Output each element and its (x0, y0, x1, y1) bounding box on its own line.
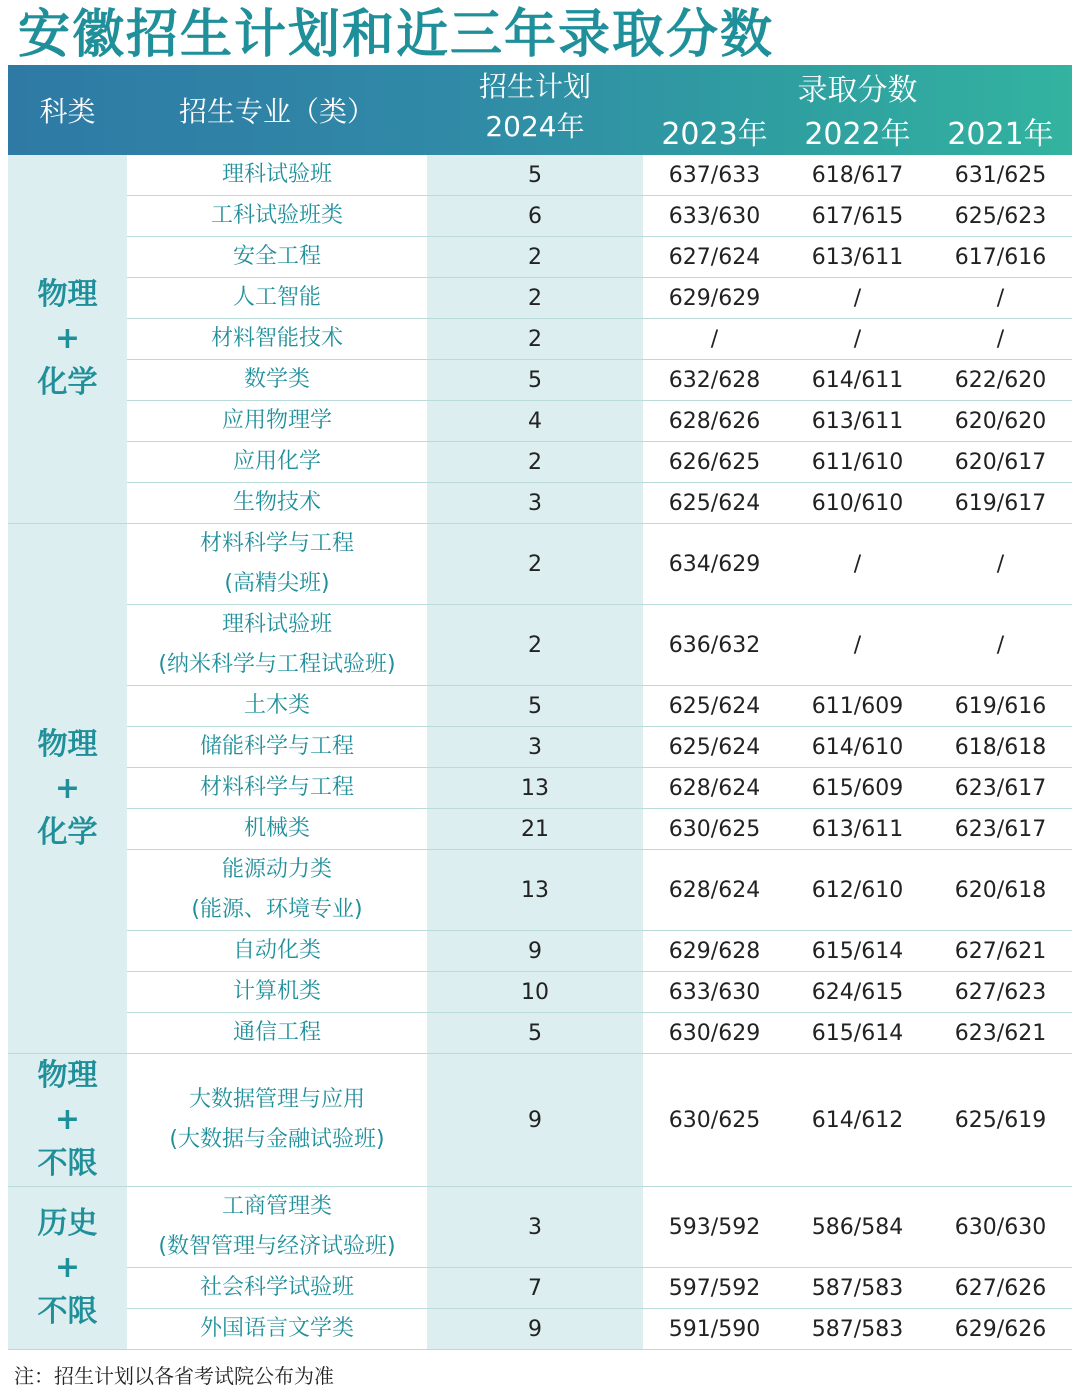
category-label: 物理 (37, 1058, 98, 1093)
table-row (8, 1187, 1072, 1268)
table-body (8, 155, 1072, 1350)
major-label: 自动化类 (232, 938, 321, 963)
score-2023-cell: 628/624 (643, 768, 786, 809)
score-2021-cell: 620/620 (929, 401, 1072, 442)
score-2023-cell: 632/628 (643, 360, 786, 401)
score-2022-cell: 624/615 (786, 972, 929, 1013)
major-label: 大数据管理与应用 (188, 1087, 365, 1112)
score-2021-cell: / (929, 278, 1072, 319)
major-cell (127, 1013, 427, 1054)
score-2021-cell: 617/616 (929, 237, 1072, 278)
major-label: 数学类 (243, 367, 310, 392)
major-cell (127, 1054, 427, 1187)
major-label: (纳米科学与工程试验班) (158, 652, 396, 677)
major-cell (127, 686, 427, 727)
major-label: 生物技术 (232, 490, 321, 515)
major-label: 社会科学试验班 (199, 1275, 354, 1300)
score-2022-cell: 617/615 (786, 196, 929, 237)
score-2021-cell: 625/619 (929, 1054, 1072, 1187)
category-cell (8, 1187, 127, 1350)
table-row (8, 605, 1072, 686)
score-2022-cell: 615/614 (786, 931, 929, 972)
score-2021-cell: / (929, 524, 1072, 605)
category-label: 化学 (37, 365, 98, 400)
major-cell (127, 931, 427, 972)
score-2023-cell: 627/624 (643, 237, 786, 278)
plan-cell: 13 (427, 768, 643, 809)
score-2023-cell: / (643, 319, 786, 360)
table-row (8, 524, 1072, 605)
category-cell (8, 155, 127, 524)
score-2021-cell: / (929, 605, 1072, 686)
plan-cell: 5 (427, 686, 643, 727)
score-2022-cell: 614/612 (786, 1054, 929, 1187)
score-2023-cell: 630/629 (643, 1013, 786, 1054)
score-2023-cell: 636/632 (643, 605, 786, 686)
table-row (8, 319, 1072, 360)
category-label: 历史 (37, 1206, 98, 1241)
category-label: + (54, 1250, 81, 1285)
score-2023-cell: 634/629 (643, 524, 786, 605)
major-label: 外国语言文学类 (199, 1316, 354, 1341)
score-2021-cell: 620/617 (929, 442, 1072, 483)
table-row (8, 1268, 1072, 1309)
score-2023-cell: 629/628 (643, 931, 786, 972)
plan-cell: 2 (427, 442, 643, 483)
table-row (8, 727, 1072, 768)
score-2023-cell: 637/633 (643, 155, 786, 196)
score-2022-cell: 613/611 (786, 809, 929, 850)
plan-cell: 3 (427, 483, 643, 524)
plan-cell: 7 (427, 1268, 643, 1309)
header-major: 招生专业（类） (178, 95, 375, 128)
plan-cell: 13 (427, 850, 643, 931)
table-row (8, 1054, 1072, 1187)
major-label: 理科试验班 (221, 162, 332, 187)
major-cell (127, 401, 427, 442)
plan-cell: 10 (427, 972, 643, 1013)
score-2023-cell: 625/624 (643, 483, 786, 524)
category-label: 物理 (37, 726, 98, 762)
major-cell (127, 155, 427, 196)
score-2022-cell: 614/611 (786, 360, 929, 401)
major-label: (高精尖班) (224, 571, 330, 596)
major-label: 工商管理类 (221, 1194, 332, 1219)
header-year-2021: 2021年 (947, 117, 1054, 152)
score-2022-cell: 611/610 (786, 442, 929, 483)
plan-cell: 5 (427, 1013, 643, 1054)
category-label: + (54, 321, 81, 356)
major-cell (127, 1309, 427, 1350)
table-row (8, 442, 1072, 483)
score-2021-cell: 627/623 (929, 972, 1072, 1013)
major-cell (127, 1187, 427, 1268)
score-2021-cell: 618/618 (929, 727, 1072, 768)
category-label: 不限 (37, 1294, 98, 1329)
major-cell (127, 850, 427, 931)
score-2021-cell: 623/621 (929, 1013, 1072, 1054)
table-row (8, 237, 1072, 278)
table-row (8, 196, 1072, 237)
footnote: 注：招生计划以各省考试院公布为准 (14, 1364, 334, 1388)
major-label: 机械类 (243, 816, 310, 841)
major-cell (127, 524, 427, 605)
major-cell (127, 809, 427, 850)
table-row (8, 401, 1072, 442)
score-2021-cell: / (929, 319, 1072, 360)
score-2022-cell: 587/583 (786, 1268, 929, 1309)
score-2021-cell: 627/626 (929, 1268, 1072, 1309)
table-row (8, 768, 1072, 809)
header-year-2023: 2023年 (661, 117, 768, 152)
table-row (8, 278, 1072, 319)
major-label: 计算机类 (232, 979, 321, 1004)
score-2022-cell: / (786, 319, 929, 360)
header-plan-label: 招生计划 (478, 70, 591, 103)
score-2023-cell: 625/624 (643, 727, 786, 768)
score-2023-cell: 593/592 (643, 1187, 786, 1268)
score-2022-cell: 612/610 (786, 850, 929, 931)
major-label: 应用化学 (232, 449, 321, 474)
page-title: 安徽招生计划和近三年录取分数 (18, 5, 775, 65)
score-2023-cell: 633/630 (643, 196, 786, 237)
plan-cell: 3 (427, 727, 643, 768)
table-row (8, 809, 1072, 850)
score-2022-cell: 618/617 (786, 155, 929, 196)
major-cell (127, 360, 427, 401)
table-row (8, 483, 1072, 524)
score-2023-cell: 629/629 (643, 278, 786, 319)
score-2021-cell: 619/616 (929, 686, 1072, 727)
score-2022-cell: 610/610 (786, 483, 929, 524)
major-cell (127, 237, 427, 278)
major-label: 材料科学与工程 (199, 775, 354, 800)
table-row (8, 931, 1072, 972)
score-2021-cell: 627/621 (929, 931, 1072, 972)
score-2021-cell: 619/617 (929, 483, 1072, 524)
score-2022-cell: 587/583 (786, 1309, 929, 1350)
score-2022-cell: 613/611 (786, 401, 929, 442)
score-2022-cell: / (786, 524, 929, 605)
table-row (8, 972, 1072, 1013)
score-2022-cell: / (786, 278, 929, 319)
score-2021-cell: 625/623 (929, 196, 1072, 237)
score-2021-cell: 623/617 (929, 768, 1072, 809)
score-2021-cell: 629/626 (929, 1309, 1072, 1350)
plan-cell: 2 (427, 319, 643, 360)
category-label: + (54, 770, 81, 806)
header-plan (427, 65, 643, 155)
major-cell (127, 1268, 427, 1309)
score-2022-cell: 613/611 (786, 237, 929, 278)
major-label: 能源动力类 (221, 857, 332, 882)
major-label: 土木类 (243, 693, 310, 718)
plan-cell: 21 (427, 809, 643, 850)
score-2023-cell: 591/590 (643, 1309, 786, 1350)
major-cell (127, 605, 427, 686)
major-cell (127, 972, 427, 1013)
category-label: 物理 (37, 277, 98, 312)
table-row (8, 155, 1072, 196)
table-row (8, 850, 1072, 931)
major-label: 材料智能技术 (210, 326, 343, 351)
major-cell (127, 442, 427, 483)
category-label: 化学 (37, 814, 98, 850)
score-2021-cell: 622/620 (929, 360, 1072, 401)
major-label: 安全工程 (232, 244, 321, 269)
plan-cell: 4 (427, 401, 643, 442)
score-2023-cell: 626/625 (643, 442, 786, 483)
plan-cell: 6 (427, 196, 643, 237)
major-label: 工科试验班类 (210, 203, 343, 228)
major-cell (127, 196, 427, 237)
plan-cell: 2 (427, 278, 643, 319)
score-2023-cell: 630/625 (643, 809, 786, 850)
score-2023-cell: 597/592 (643, 1268, 786, 1309)
major-label: (大数据与金融试验班) (169, 1127, 385, 1152)
header-plan-year: 2024年 (485, 110, 585, 143)
header-score: 录取分数 (797, 73, 918, 108)
major-label: 材料科学与工程 (199, 531, 354, 556)
plan-cell: 5 (427, 155, 643, 196)
header-year-2022: 2022年 (804, 117, 911, 152)
major-cell (127, 768, 427, 809)
category-label: + (54, 1102, 81, 1137)
score-2022-cell: / (786, 605, 929, 686)
header-category: 科类 (39, 95, 96, 128)
score-2023-cell: 625/624 (643, 686, 786, 727)
major-cell (127, 319, 427, 360)
score-2022-cell: 615/614 (786, 1013, 929, 1054)
plan-cell: 9 (427, 931, 643, 972)
score-2023-cell: 633/630 (643, 972, 786, 1013)
major-label: 理科试验班 (221, 612, 332, 637)
plan-cell: 2 (427, 237, 643, 278)
major-label: 人工智能 (232, 285, 321, 310)
score-2021-cell: 630/630 (929, 1187, 1072, 1268)
category-cell (8, 524, 127, 1054)
score-2022-cell: 611/609 (786, 686, 929, 727)
score-2021-cell: 620/618 (929, 850, 1072, 931)
plan-cell: 2 (427, 524, 643, 605)
major-label: 通信工程 (232, 1020, 321, 1045)
major-cell (127, 727, 427, 768)
plan-cell: 9 (427, 1054, 643, 1187)
table-row (8, 360, 1072, 401)
major-label: (能源、环境专业) (191, 897, 363, 922)
plan-cell: 3 (427, 1187, 643, 1268)
score-2021-cell: 631/625 (929, 155, 1072, 196)
admission-table (8, 65, 1072, 1350)
plan-cell: 2 (427, 605, 643, 686)
table-header (8, 65, 1072, 155)
major-cell (127, 483, 427, 524)
plan-cell: 9 (427, 1309, 643, 1350)
score-2022-cell: 614/610 (786, 727, 929, 768)
category-label: 不限 (37, 1146, 98, 1181)
table-row (8, 686, 1072, 727)
score-2023-cell: 630/625 (643, 1054, 786, 1187)
score-2021-cell: 623/617 (929, 809, 1072, 850)
major-label: 应用物理学 (221, 408, 332, 433)
major-label: 储能科学与工程 (199, 734, 354, 759)
table-row (8, 1309, 1072, 1350)
table-row (8, 1013, 1072, 1054)
score-2023-cell: 628/626 (643, 401, 786, 442)
score-2022-cell: 586/584 (786, 1187, 929, 1268)
score-2023-cell: 628/624 (643, 850, 786, 931)
category-cell (8, 1054, 127, 1187)
major-label: (数智管理与经济试验班) (158, 1234, 396, 1259)
score-2022-cell: 615/609 (786, 768, 929, 809)
major-cell (127, 278, 427, 319)
plan-cell: 5 (427, 360, 643, 401)
